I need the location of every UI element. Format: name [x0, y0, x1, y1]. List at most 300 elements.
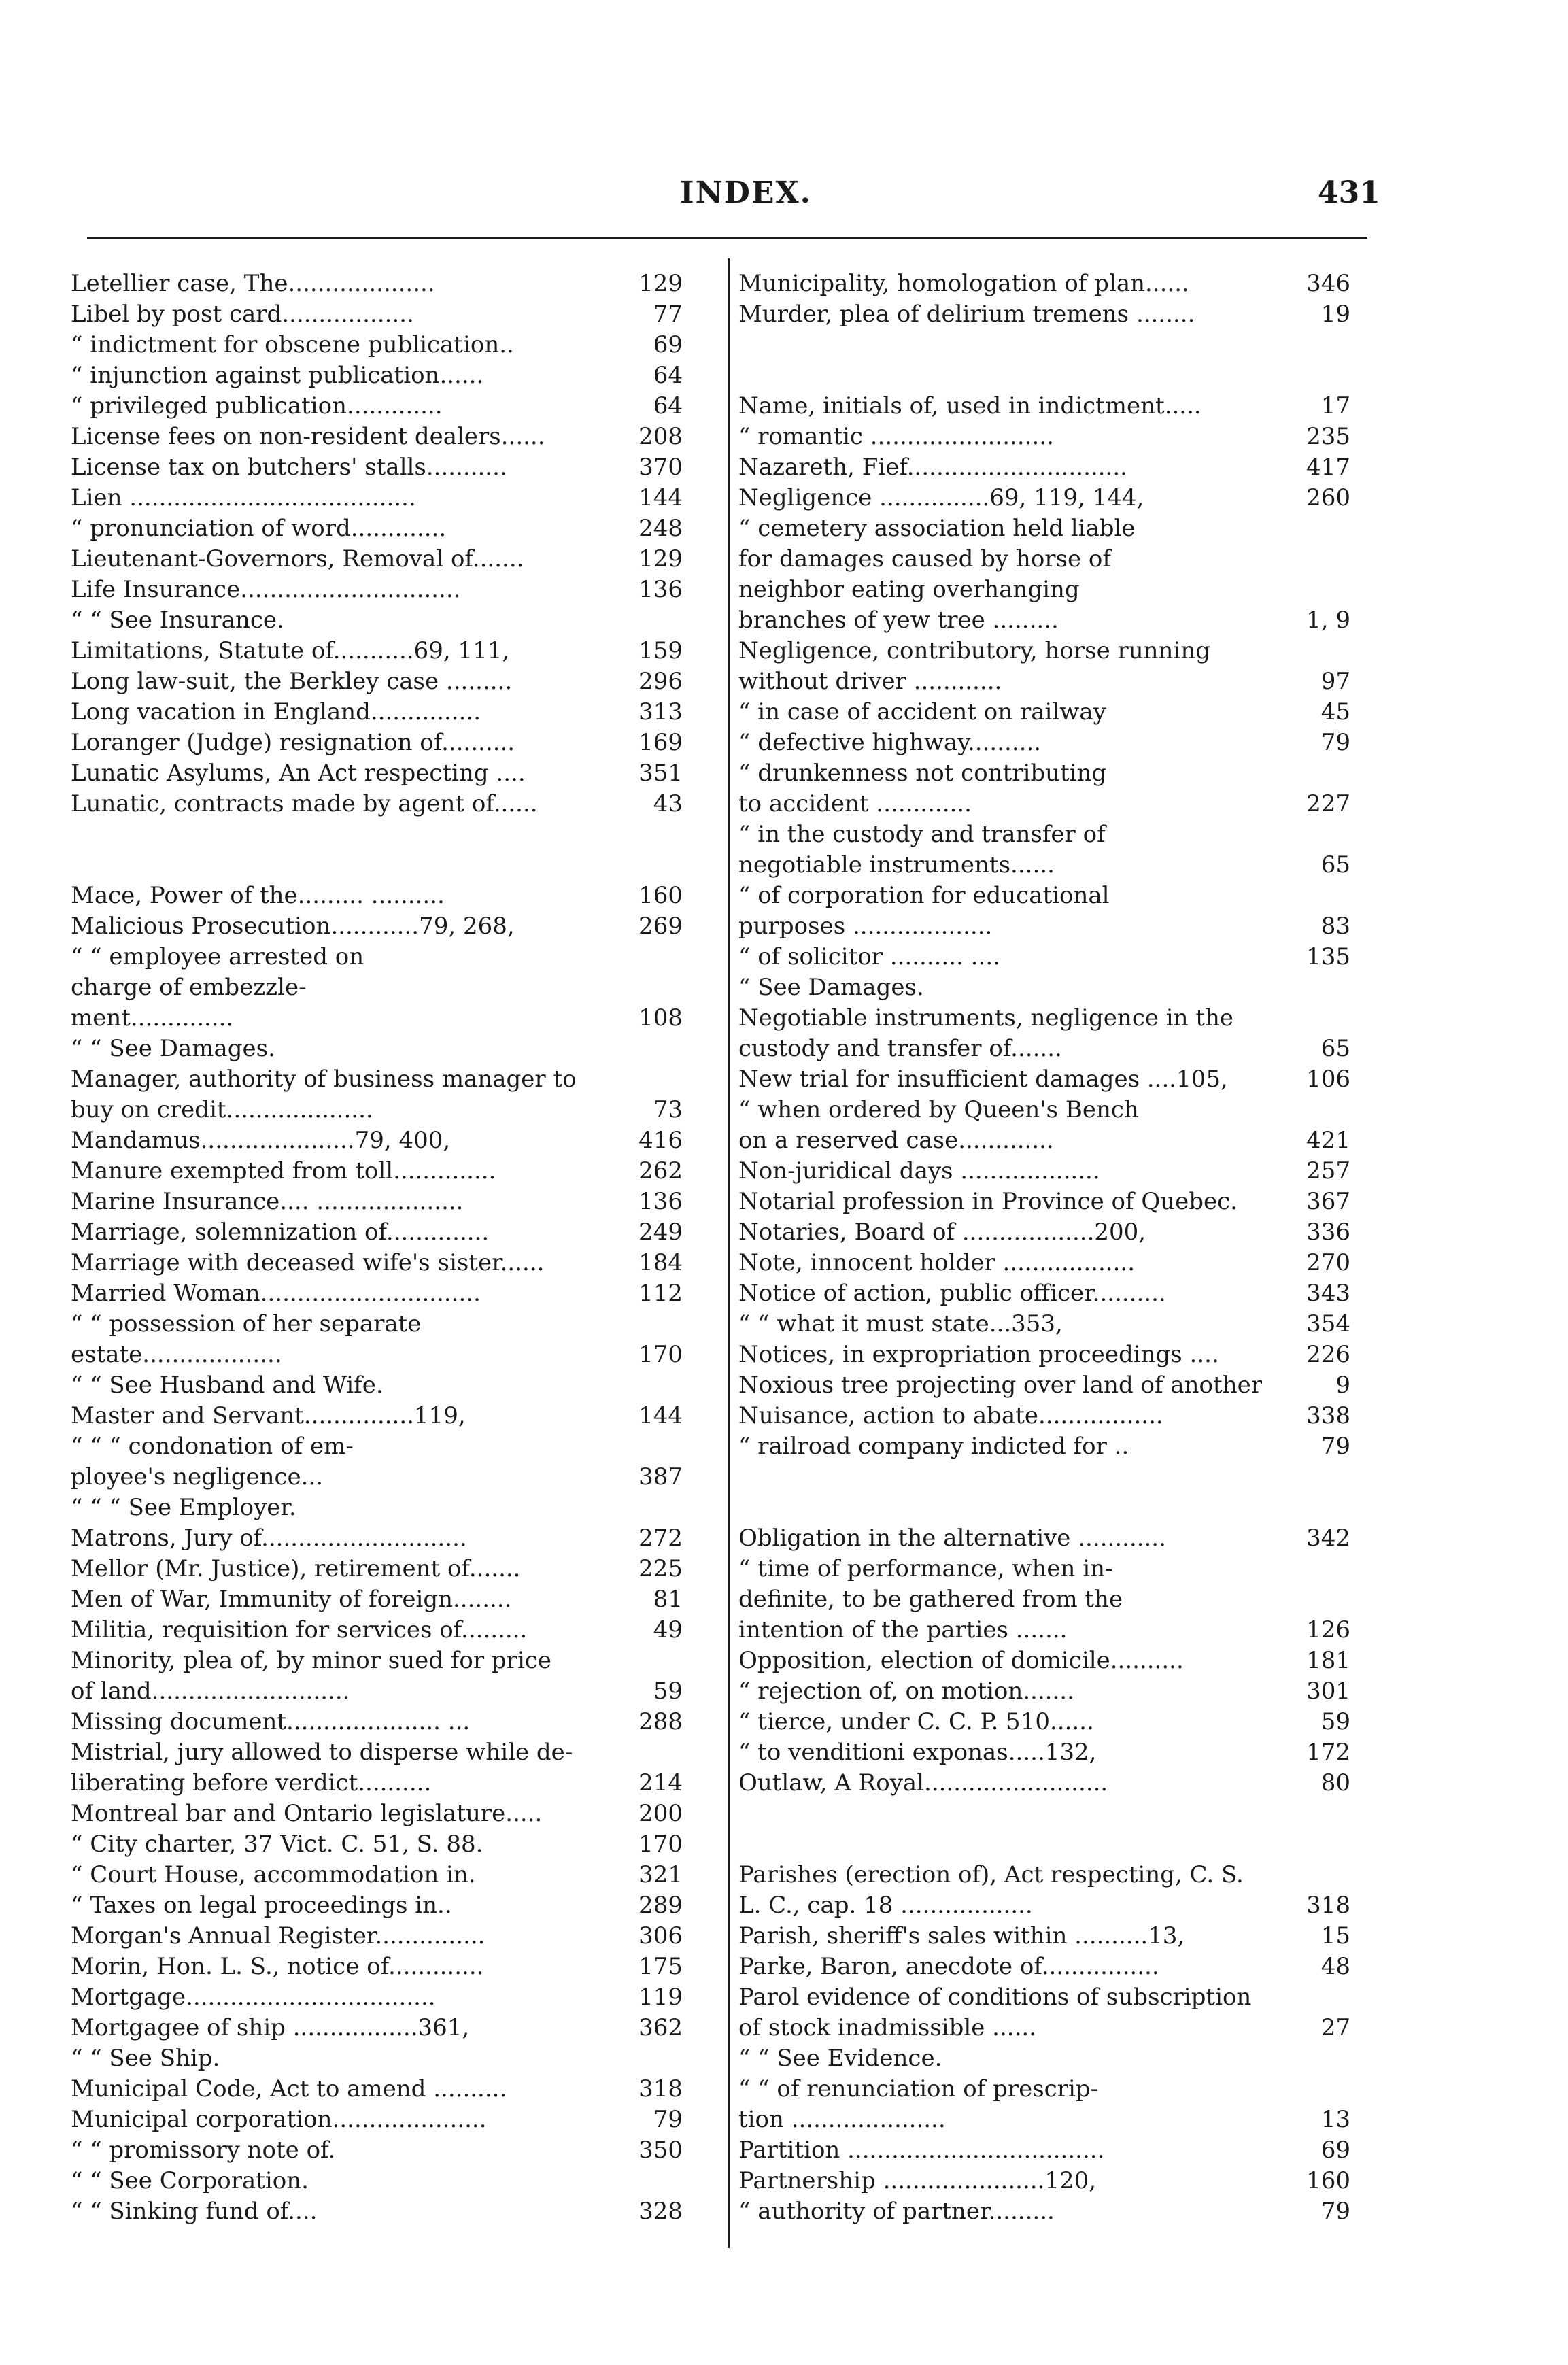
index-entry-page-ref: 135	[1302, 942, 1350, 972]
index-entry	[71, 269, 683, 299]
index-entry-page-ref: 69	[1317, 2135, 1350, 2165]
index-entry-page-ref: 249	[634, 1217, 683, 1247]
index-entry-page-ref: 112	[634, 1278, 683, 1308]
index-entry	[71, 544, 683, 574]
index-entry-text: intention of the parties .......	[738, 1616, 1068, 1644]
index-entry	[738, 391, 1350, 421]
index-entry	[71, 1829, 683, 1859]
index-entry-text: Notaries, Board of ..................200,	[738, 1219, 1146, 1246]
index-entry	[71, 1737, 683, 1767]
index-entry-page-ref: 64	[649, 391, 683, 421]
index-entry	[71, 1248, 683, 1278]
index-entry-text: Note, innocent holder ..................	[738, 1249, 1136, 1276]
index-entry	[738, 1187, 1350, 1216]
index-entry-text: Mellor (Mr. Justice), retirement of.......	[71, 1555, 521, 1582]
index-entry-page-ref: 83	[1317, 911, 1350, 941]
index-entry-page-ref: 119	[634, 1982, 683, 2012]
index-entry	[738, 1921, 1350, 1951]
index-entry-text: Mandamus.....................79, 400,	[71, 1127, 451, 1154]
index-entry	[71, 513, 683, 543]
index-entry-page-ref: 81	[649, 1584, 683, 1614]
index-entry-text: on a reserved case.............	[738, 1127, 1054, 1154]
index-entry-page-ref: 129	[634, 269, 683, 299]
index-entry-text: Notices, in expropriation proceedings ....	[738, 1341, 1219, 1368]
index-entry-page-ref: 214	[634, 1768, 683, 1798]
index-entry	[71, 299, 683, 329]
index-entry-page-ref: 226	[1302, 1340, 1350, 1369]
index-entry-text: Notice of action, public officer..........	[738, 1280, 1166, 1307]
index-entry	[738, 1217, 1350, 1247]
index-entry-page-ref: 346	[1302, 269, 1350, 299]
index-entry-text: “ of solicitor .......... ....	[738, 943, 1000, 970]
index-entry	[71, 422, 683, 452]
index-entry	[71, 2166, 683, 2196]
index-entry	[738, 2166, 1350, 2196]
index-entry-page-ref: 272	[634, 1523, 683, 1553]
index-entry	[71, 2196, 683, 2226]
index-entry	[738, 544, 1350, 574]
index-entry-page-ref: 318	[634, 2074, 683, 2104]
index-entry-text: Municipality, homologation of plan......	[738, 270, 1189, 297]
index-entry-page-ref: 270	[1302, 1248, 1350, 1278]
index-entry-page-ref: 257	[1302, 1156, 1350, 1186]
index-entry-text: “ to venditioni exponas.....132,	[738, 1739, 1097, 1766]
index-entry-text: of land...........................	[71, 1678, 350, 1705]
index-entry-page-ref: 306	[634, 1921, 683, 1951]
index-entry-text: Manure exempted from toll..............	[71, 1157, 496, 1185]
index-entry	[71, 1921, 683, 1951]
index-entry-text: Parish, sheriff's sales within ..........13,	[738, 1922, 1185, 1950]
index-entry-text: “ rejection of, on motion.......	[738, 1678, 1074, 1705]
index-entry-text: branches of yew tree .........	[738, 607, 1059, 634]
index-entry	[71, 1890, 683, 1920]
index-entry-page-ref: 235	[1302, 422, 1350, 452]
index-entry	[738, 1829, 1350, 1859]
index-entry-page-ref: 43	[649, 789, 683, 819]
index-entry-page-ref: 184	[634, 1248, 683, 1278]
index-entry	[71, 1003, 683, 1033]
header-rule	[87, 237, 1367, 239]
index-entry	[738, 1982, 1350, 2012]
index-entry	[71, 2105, 683, 2134]
index-entry	[738, 1003, 1350, 1033]
index-entry	[738, 942, 1350, 972]
index-entry	[738, 1370, 1350, 1400]
index-entry	[738, 1340, 1350, 1369]
index-entry-page-ref: 64	[649, 360, 683, 390]
index-entry-page-ref: 416	[634, 1125, 683, 1155]
index-entry-text: Loranger (Judge) resignation of..........	[71, 729, 515, 756]
index-entry-text: New trial for insufficient damages ....105,	[738, 1066, 1228, 1093]
index-entry-page-ref: 59	[1317, 1707, 1350, 1737]
index-entry-text: liberating before verdict..........	[71, 1769, 432, 1797]
index-entry-text: Opposition, election of domicile..........	[738, 1647, 1184, 1674]
index-entry-text: “ “ “ condonation of em-	[71, 1433, 354, 1460]
index-entry-page-ref: 79	[649, 2105, 683, 2134]
index-entry	[71, 575, 683, 605]
index-entry-page-ref: 79	[1317, 1431, 1350, 1461]
index-entry-text: Mistrial, jury allowed to disperse while de-	[71, 1739, 573, 1766]
index-entry-page-ref: 227	[1302, 789, 1350, 819]
index-entry	[71, 1982, 683, 2012]
index-entry-text: Marriage with deceased wife's sister......	[71, 1249, 545, 1276]
index-entry	[71, 697, 683, 727]
index-entry-text: Negligence, contributory, horse running	[738, 637, 1210, 664]
index-entry	[738, 1095, 1350, 1125]
index-entry	[71, 1064, 683, 1094]
index-entry	[71, 1217, 683, 1247]
index-entry-text: Lieutenant-Governors, Removal of.......	[71, 545, 524, 573]
index-entry-text: “ of corporation for educational	[738, 882, 1110, 909]
index-entry-page-ref: 296	[634, 666, 683, 696]
index-entry-page-ref: 343	[1302, 1278, 1350, 1308]
index-entry	[738, 1493, 1350, 1522]
index-entry-text: buy on credit....................	[71, 1096, 373, 1123]
index-entry-text: Men of War, Immunity of foreign........	[71, 1586, 512, 1613]
index-entry-text: Notarial profession in Province of Quebec.	[738, 1188, 1238, 1215]
index-entry-text: Parishes (erection of), Act respecting, C. S.	[738, 1861, 1244, 1888]
index-entry-page-ref: 106	[1302, 1064, 1350, 1094]
index-entry-text: “ See Damages.	[738, 974, 924, 1001]
index-entry-text: “ “ See Corporation.	[71, 2167, 309, 2194]
index-entry-text: neighbor eating overhanging	[738, 576, 1080, 603]
index-entry-text: “ pronunciation of word.............	[71, 515, 447, 542]
index-entry	[71, 452, 683, 482]
index-entry-text: License fees on non-resident dealers......	[71, 423, 545, 450]
index-entry-text: “ Taxes on legal proceedings in..	[71, 1892, 452, 1919]
index-entry-page-ref: 79	[1317, 2196, 1350, 2226]
index-entry-text: Municipal corporation.....................	[71, 2106, 487, 2133]
index-entry-page-ref: 208	[634, 422, 683, 452]
index-entry-page-ref: 144	[634, 1401, 683, 1431]
index-entry-text: Missing document..................... ...	[71, 1708, 471, 1735]
index-entry-text: “ “ See Evidence.	[738, 2045, 942, 2072]
index-entry-text: “ “ See Ship.	[71, 2045, 220, 2072]
index-entry	[738, 575, 1350, 605]
index-entry-text: for damages caused by horse of	[738, 545, 1111, 573]
index-entry-text: Municipal Code, Act to amend ..........	[71, 2075, 507, 2103]
index-entry	[738, 1064, 1350, 1094]
index-entry	[738, 1156, 1350, 1186]
index-entry-page-ref: 336	[1302, 1217, 1350, 1247]
index-entry	[738, 911, 1350, 941]
index-entry	[71, 1493, 683, 1522]
index-entry-page-ref: 200	[634, 1799, 683, 1828]
index-entry	[738, 1860, 1350, 1890]
index-entry-text: Morin, Hon. L. S., notice of.............	[71, 1953, 484, 1980]
index-entry	[738, 697, 1350, 727]
index-entry	[738, 2043, 1350, 2073]
index-entry-text: “ railroad company indicted for ..	[738, 1433, 1129, 1460]
index-entry	[738, 1768, 1350, 1798]
index-entry-text: Mortgage..................................	[71, 1984, 436, 2011]
index-entry	[71, 1860, 683, 1890]
index-entry	[71, 330, 683, 360]
index-entry	[738, 605, 1350, 635]
index-entry-text: “ indictment for obscene publication..	[71, 331, 514, 358]
index-entry	[738, 1554, 1350, 1584]
index-entry	[738, 1737, 1350, 1767]
index-entry-page-ref: 159	[634, 636, 683, 666]
index-entry	[71, 1278, 683, 1308]
index-entry-text: “ in the custody and transfer of	[738, 821, 1106, 848]
index-entry	[738, 2074, 1350, 2104]
index-entry	[71, 942, 683, 972]
index-entry-page-ref: 59	[649, 1676, 683, 1706]
index-entry-page-ref: 421	[1302, 1125, 1350, 1155]
index-entry-page-ref: 342	[1302, 1523, 1350, 1553]
index-entry-text: Lunatic Asylums, An Act respecting ....	[71, 760, 526, 787]
index-entry	[71, 1615, 683, 1645]
index-entry-text: Long law-suit, the Berkley case .........	[71, 668, 513, 695]
index-entry-text: purposes ...................	[738, 913, 993, 940]
index-entry-text: “ authority of partner.........	[738, 2198, 1055, 2225]
index-entry-page-ref: 328	[634, 2196, 683, 2226]
index-entry-page-ref: 65	[1317, 1034, 1350, 1064]
index-entry-page-ref: 260	[1302, 483, 1350, 513]
index-entry-text: “ tierce, under C. C. P. 510......	[738, 1708, 1094, 1735]
index-entry-text: Obligation in the alternative ............	[738, 1525, 1166, 1552]
index-entry-page-ref: 9	[1331, 1370, 1350, 1400]
index-entry-page-ref: 80	[1317, 1768, 1350, 1798]
index-entry	[738, 1676, 1350, 1706]
index-entry-text: ployee's negligence...	[71, 1463, 324, 1491]
index-entry	[71, 972, 683, 1002]
index-entry-text: Married Woman..............................	[71, 1280, 481, 1307]
index-entry-page-ref: 136	[634, 1187, 683, 1216]
index-entry-page-ref: 79	[1317, 728, 1350, 758]
index-entry-text: Negotiable instruments, negligence in the	[738, 1004, 1234, 1032]
index-entry	[738, 360, 1350, 390]
index-entry	[71, 2043, 683, 2073]
index-entry	[71, 1707, 683, 1737]
index-entry-text: “ when ordered by Queen's Bench	[738, 1096, 1139, 1123]
index-entry-text: tion .....................	[738, 2106, 946, 2133]
index-entry	[71, 1952, 683, 1981]
index-entry-text: Lien .......................................	[71, 484, 416, 511]
index-entry-text: Letellier case, The....................	[71, 270, 435, 297]
index-entry-page-ref: 73	[649, 1095, 683, 1125]
index-entry	[71, 1554, 683, 1584]
index-entry-text: “ privileged publication.............	[71, 392, 443, 420]
index-entry-text: L. C., cap. 18 ..................	[738, 1892, 1033, 1919]
index-entry	[738, 881, 1350, 911]
index-entry-text: of stock inadmissible ......	[738, 2014, 1036, 2041]
index-entry-text: charge of embezzle-	[71, 974, 307, 1001]
index-entry-text: “ “ possession of her separate	[71, 1310, 422, 1338]
index-entry	[738, 1952, 1350, 1981]
index-entry	[71, 911, 683, 941]
index-entry	[71, 728, 683, 758]
index-entry-page-ref: 27	[1317, 2013, 1350, 2043]
index-entry	[738, 728, 1350, 758]
index-entry	[71, 1768, 683, 1798]
index-entry-page-ref: 15	[1317, 1921, 1350, 1951]
index-entry	[738, 819, 1350, 849]
index-entry-text: Militia, requisition for services of.........	[71, 1616, 528, 1644]
index-entry	[738, 1890, 1350, 1920]
index-entry	[71, 1431, 683, 1461]
index-entry-page-ref: 65	[1317, 850, 1350, 880]
index-entry-page-ref: 225	[634, 1554, 683, 1584]
index-entry-text: “ “ See Damages.	[71, 1035, 275, 1062]
index-entry	[738, 1799, 1350, 1828]
index-entry	[738, 1401, 1350, 1431]
index-entry-page-ref: 77	[649, 299, 683, 329]
index-entry-text: “ “ employee arrested on	[71, 943, 364, 970]
index-entry	[738, 758, 1350, 788]
index-entry	[71, 1370, 683, 1400]
index-entry	[71, 819, 683, 849]
index-entry	[738, 422, 1350, 452]
index-entry-page-ref: 370	[634, 452, 683, 482]
page-number: 431	[1318, 175, 1380, 210]
index-entry	[71, 1401, 683, 1431]
index-entry-text: Libel by post card..................	[71, 301, 414, 328]
index-entry	[738, 2105, 1350, 2134]
index-entry-text: “ Court House, accommodation in.	[71, 1861, 476, 1888]
index-entry	[738, 1462, 1350, 1492]
index-entry-text: Minority, plea of, by minor sued for price	[71, 1647, 551, 1674]
index-entry	[71, 391, 683, 421]
column-divider	[728, 258, 730, 2248]
index-entry-text: “ in case of accident on railway	[738, 698, 1106, 726]
index-entry-page-ref: 48	[1317, 1952, 1350, 1981]
index-entry-text: negotiable instruments......	[738, 851, 1055, 879]
index-entry	[71, 789, 683, 819]
index-entry-text: Mortgagee of ship .................361,	[71, 2014, 470, 2041]
index-entry-page-ref: 175	[634, 1952, 683, 1981]
index-entry-text: Nazareth, Fief..............................	[738, 454, 1127, 481]
index-entry	[71, 1187, 683, 1216]
index-entry-text: Parol evidence of conditions of subscription	[738, 1984, 1252, 2011]
index-entry-page-ref: 354	[1302, 1309, 1350, 1339]
index-entry-text: Malicious Prosecution............79, 268,	[71, 913, 515, 940]
index-entry-page-ref: 108	[634, 1003, 683, 1033]
index-entry	[71, 2135, 683, 2165]
index-entry	[71, 1676, 683, 1706]
index-entry-text: definite, to be gathered from the	[738, 1586, 1123, 1613]
index-entry	[738, 513, 1350, 543]
index-entry-text: Partnership ......................120,	[738, 2167, 1097, 2194]
index-entry-text: “ injunction against publication......	[71, 362, 484, 389]
index-entry	[738, 2196, 1350, 2226]
index-entry-text: Montreal bar and Ontario legislature.....	[71, 1800, 543, 1827]
index-entry	[71, 850, 683, 880]
index-entry-text: “ “ Sinking fund of....	[71, 2198, 318, 2225]
index-entry	[71, 1309, 683, 1339]
index-entry-page-ref: 13	[1317, 2105, 1350, 2134]
index-entry-page-ref: 69	[649, 330, 683, 360]
index-entry-page-ref: 313	[634, 697, 683, 727]
index-entry	[738, 483, 1350, 513]
index-entry-text: Parke, Baron, anecdote of................	[738, 1953, 1159, 1980]
running-head	[0, 175, 1568, 219]
index-entry	[71, 636, 683, 666]
index-entry-text: “ romantic .........................	[738, 423, 1054, 450]
index-entry-page-ref: 19	[1317, 299, 1350, 329]
index-entry	[71, 1584, 683, 1614]
index-entry-text: custody and transfer of.......	[738, 1035, 1062, 1062]
index-entry	[738, 1584, 1350, 1614]
index-entry	[71, 360, 683, 390]
index-entry-text: Non-juridical days ...................	[738, 1157, 1100, 1185]
index-entry-text: Murder, plea of delirium tremens ........	[738, 301, 1195, 328]
index-entry	[738, 666, 1350, 696]
index-entry-text: “ time of performance, when in-	[738, 1555, 1113, 1582]
index-entry-page-ref: 181	[1302, 1646, 1350, 1675]
index-entry	[738, 269, 1350, 299]
index-entry	[738, 789, 1350, 819]
index-entry-page-ref: 321	[634, 1860, 683, 1890]
index-entry-text: “ City charter, 37 Vict. C. 51, S. 88.	[71, 1831, 483, 1858]
index-entry	[738, 1615, 1350, 1645]
index-entry-text: without driver ............	[738, 668, 1002, 695]
index-entry	[738, 330, 1350, 360]
index-entry-page-ref: 160	[1302, 2166, 1350, 2196]
index-entry	[71, 2013, 683, 2043]
index-entry-page-ref: 126	[1302, 1615, 1350, 1645]
index-entry	[738, 452, 1350, 482]
index-entry-text: Noxious tree projecting over land of another	[738, 1372, 1262, 1399]
index-entry-page-ref: 97	[1317, 666, 1350, 696]
index-entry-page-ref: 289	[634, 1890, 683, 1920]
index-entry-text: Marine Insurance.... ....................	[71, 1188, 464, 1215]
index-entry-page-ref: 262	[634, 1156, 683, 1186]
index-entry-text: Matrons, Jury of............................	[71, 1525, 467, 1552]
index-entry-text: “ “ See Husband and Wife.	[71, 1372, 384, 1399]
index-entry	[738, 1125, 1350, 1155]
index-entry-text: estate...................	[71, 1341, 282, 1368]
index-entry-text: “ cemetery association held liable	[738, 515, 1136, 542]
index-entry	[738, 1278, 1350, 1308]
index-entry	[71, 1462, 683, 1492]
index-entry-text: Marriage, solemnization of..............	[71, 1219, 490, 1246]
index-entry-page-ref: 417	[1302, 452, 1350, 482]
index-entry-text: “ defective highway..........	[738, 729, 1042, 756]
index-entry-text: “ “ what it must state...353,	[738, 1310, 1063, 1338]
index-entry	[71, 1646, 683, 1675]
index-entry	[738, 636, 1350, 666]
index-entry-page-ref: 136	[634, 575, 683, 605]
index-entry-page-ref: 172	[1302, 1737, 1350, 1767]
index-entry	[738, 972, 1350, 1002]
index-entry	[738, 1707, 1350, 1737]
index-entry-page-ref: 248	[634, 513, 683, 543]
index-entry	[738, 1523, 1350, 1553]
index-entry	[738, 1309, 1350, 1339]
index-entry-page-ref: 338	[1302, 1401, 1350, 1431]
index-entry-page-ref: 45	[1317, 697, 1350, 727]
index-entry-text: “ “ See Insurance.	[71, 607, 284, 634]
index-entry	[738, 850, 1350, 880]
index-entry-page-ref: 17	[1317, 391, 1350, 421]
index-entry	[71, 1340, 683, 1369]
index-entry	[71, 1156, 683, 1186]
index-entry-page-ref: 170	[634, 1829, 683, 1859]
index-entry-text: “ “ of renunciation of prescrip-	[738, 2075, 1099, 2103]
index-entry-page-ref: 301	[1302, 1676, 1350, 1706]
index-entry-page-ref: 269	[634, 911, 683, 941]
index-entry-page-ref: 367	[1302, 1187, 1350, 1216]
page-title: INDEX.	[680, 175, 812, 210]
index-entry-text: “ “ “ See Employer.	[71, 1494, 296, 1521]
index-entry-text: “ drunkenness not contributing	[738, 760, 1107, 787]
index-entry-page-ref: 129	[634, 544, 683, 574]
index-entry	[71, 758, 683, 788]
index-entry	[738, 1034, 1350, 1064]
index-entry-page-ref: 350	[634, 2135, 683, 2165]
